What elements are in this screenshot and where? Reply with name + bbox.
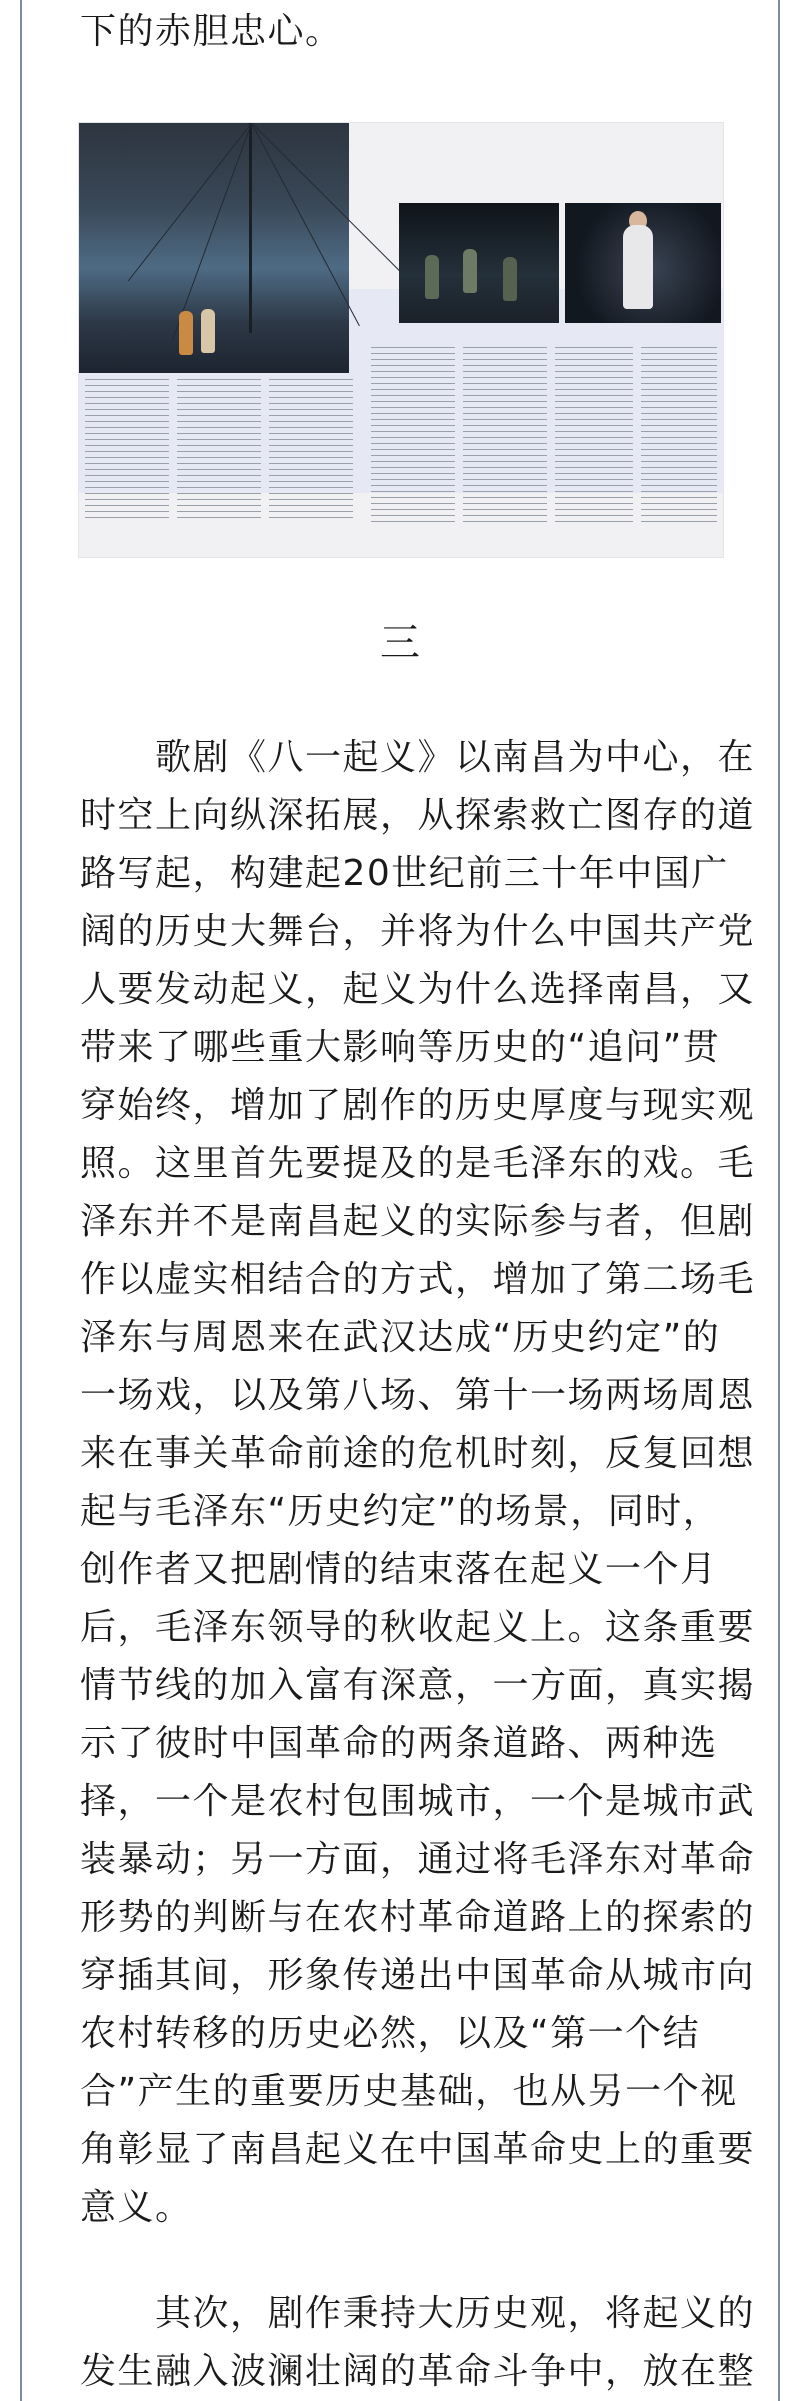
text-line: 作以虚实相结合的方式，增加了第二场毛 [80,1259,756,1300]
text-line: 带来了哪些重大影响等历史的“追问”贯 [80,1027,721,1068]
spread-text-column [269,379,353,523]
text-line: 装暴动；另一方面，通过将毛泽东对革命 [80,1839,756,1880]
stage-photo-ship [79,123,349,373]
text-line: 歌剧《八一起义》以南昌为中心，在 [80,737,756,778]
text-line: 后，毛泽东领导的秋收起义上。这条重要 [80,1607,756,1648]
text-line: 择，一个是农村包围城市，一个是城市武 [80,1781,756,1822]
text-line: 穿始终，增加了剧作的历史厚度与现实观 [80,1085,756,1126]
right-border-rule [778,0,780,2401]
text-line: 创作者又把剧情的结束落在起义一个月 [80,1549,718,1590]
text-line: 时空上向纵深拓展，从探索救亡图存的道 [80,795,756,836]
text-line: 角彰显了南昌起义在中国革命史上的重要 [80,2129,756,2170]
text-line: 形势的判断与在农村革命道路上的探索的 [80,1897,756,1938]
spread-text-column [555,347,633,523]
text-line: 一场戏，以及第八场、第十一场两场周恩 [80,1375,756,1416]
text-line: 穿插其间，形象传递出中国革命从城市向 [80,1955,756,1996]
magazine-spread-image [78,122,724,558]
section-number: 三 [380,620,420,666]
performer-figure [179,311,193,355]
mast-shape [249,123,252,333]
text-line: 泽东并不是南昌起义的实际参与者，但剧 [80,1201,756,1242]
stage-photo-singer [565,203,721,323]
text-line: 农村转移的历史必然，以及“第一个结 [80,2013,701,2054]
spread-text-column [85,379,169,523]
text-line: 其次，剧作秉持大历史观，将起义的 [80,2293,756,2334]
text-line: 路写起，构建起20世纪前三十年中国广 [80,853,729,894]
spread-text-column [177,379,261,523]
performer-figure [201,309,215,353]
text-line: 发生融入波澜壮阔的革命斗争中，放在整 [80,2351,756,2392]
text-line: 人要发动起义，起义为什么选择南昌，又 [80,969,756,1010]
text-line: 来在事关革命前途的危机时刻，反复回想 [80,1433,756,1474]
text-line: 示了彼时中国革命的两条道路、两种选 [80,1723,718,1764]
text-line: 泽东与周恩来在武汉达成“历史约定”的 [80,1317,721,1358]
text-line: 意义。 [80,2187,193,2228]
spread-text-column [463,347,547,523]
text-line: 情节线的加入富有深意，一方面，真实揭 [80,1665,756,1706]
text-line: 阔的历史大舞台，并将为什么中国共产党 [80,911,756,952]
intro-line: 下的赤胆忠心。 [80,11,343,52]
spread-text-column [371,347,455,523]
text-line: 照。这里首先要提及的是毛泽东的戏。毛 [80,1143,756,1184]
text-line: 合”产生的重要历史基础，也从另一个视 [80,2071,738,2112]
stage-photo-soldiers [399,203,559,323]
left-border-rule [20,0,22,2401]
text-line: 起与毛泽东“历史约定”的场景，同时， [80,1491,721,1532]
spread-text-column [641,347,717,523]
